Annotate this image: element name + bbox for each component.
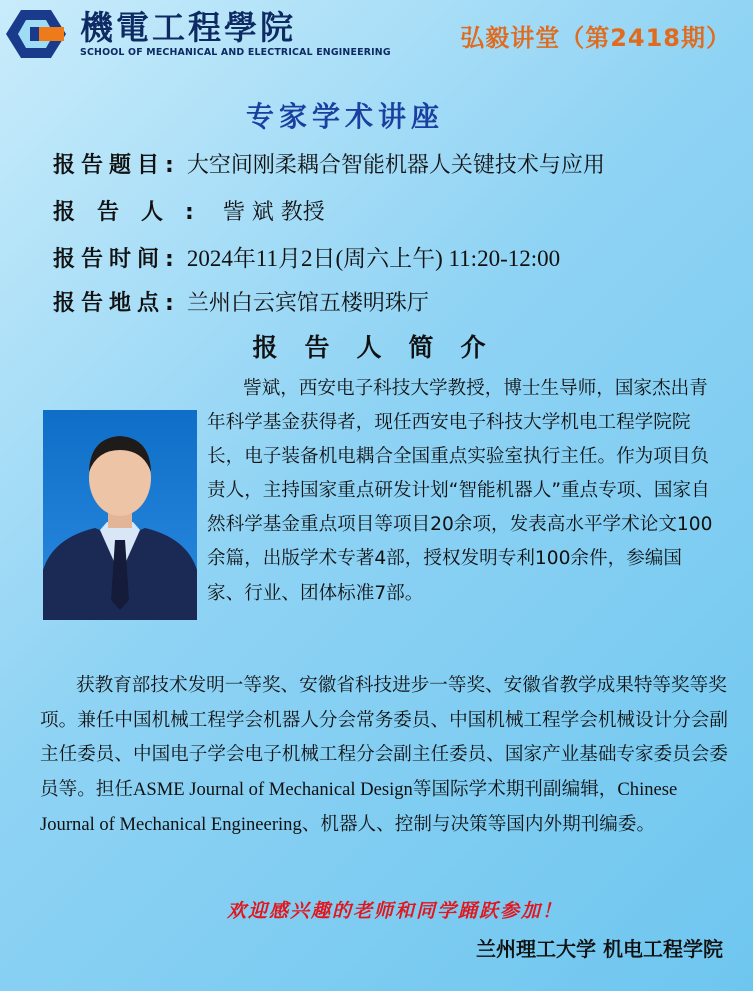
organizer-signature: 兰州理工大学 机电工程学院 xyxy=(476,937,723,961)
lecture-series: 弘毅讲堂（第2418期） xyxy=(460,24,731,52)
page-title: 专家学术讲座 xyxy=(245,100,444,133)
school-logo-icon xyxy=(6,8,66,60)
place-value: 兰州白云宾馆五楼明珠厅 xyxy=(186,291,429,316)
topic-row xyxy=(53,148,605,179)
time-row xyxy=(53,240,560,273)
place-row xyxy=(53,286,429,317)
topic-label: 报告题目: xyxy=(53,153,180,178)
speaker-label: 报告人: xyxy=(53,200,216,225)
speaker-value: 訾 斌 教授 xyxy=(222,200,325,225)
school-name-en: SCHOOL OF MECHANICAL AND ELECTRICAL ENGINEERING xyxy=(80,47,391,58)
topic-value: 大空间刚柔耦合智能机器人关键技术与应用 xyxy=(186,153,605,178)
speaker-photo xyxy=(43,410,197,620)
bio-heading: 报告人简介 xyxy=(252,333,513,362)
time-label: 报告时间: xyxy=(53,247,180,272)
place-label: 报告地点: xyxy=(53,291,180,316)
bio-paragraph-1 xyxy=(207,372,717,611)
speaker-row xyxy=(53,195,325,226)
bio-paragraph-1-text: 訾斌，西安电子科技大学教授，博士生导师，国家杰出青年科学基金获得者，现任西安电子科技大学机电工程学院院长，电子装备机电耦合全国重点实验室执行主任。作为项目负责人，主持国家重点研发计划“智能机器人”重点专项、国家自然科学基金重点项目等项目20余项，发表高水平学术论文100余篇，出版学术专著4部，授权发明专利100余件，参编国家、行业、团体标准7部。 xyxy=(207,378,713,604)
bio-paragraph-2 xyxy=(40,669,730,843)
school-name-cn: 機電工程學院 xyxy=(80,8,296,47)
time-value: 2024年11月2日(周六上午) 11:20-12:00 xyxy=(186,246,561,271)
welcome-message: 欢迎感兴趣的老师和同学踊跃参加！ xyxy=(226,900,563,922)
bio-paragraph-2-text: 获教育部技术发明一等奖、安徽省科技进步一等奖、安徽省教学成果特等奖等奖项。兼任中国机械工程学会机器人分会常务委员、中国机械工程学会机械设计分会副主任委员、中国电子学会电子机械工程分会副主任委员、国家产业基础专家委员会委员等。担任ASME Journal of Mechanical Design等国际学术期刊副编辑，Chinese Journal of Mechanical Engineering、机器人、控制与决策等国内外期刊编委。 xyxy=(40,675,728,835)
